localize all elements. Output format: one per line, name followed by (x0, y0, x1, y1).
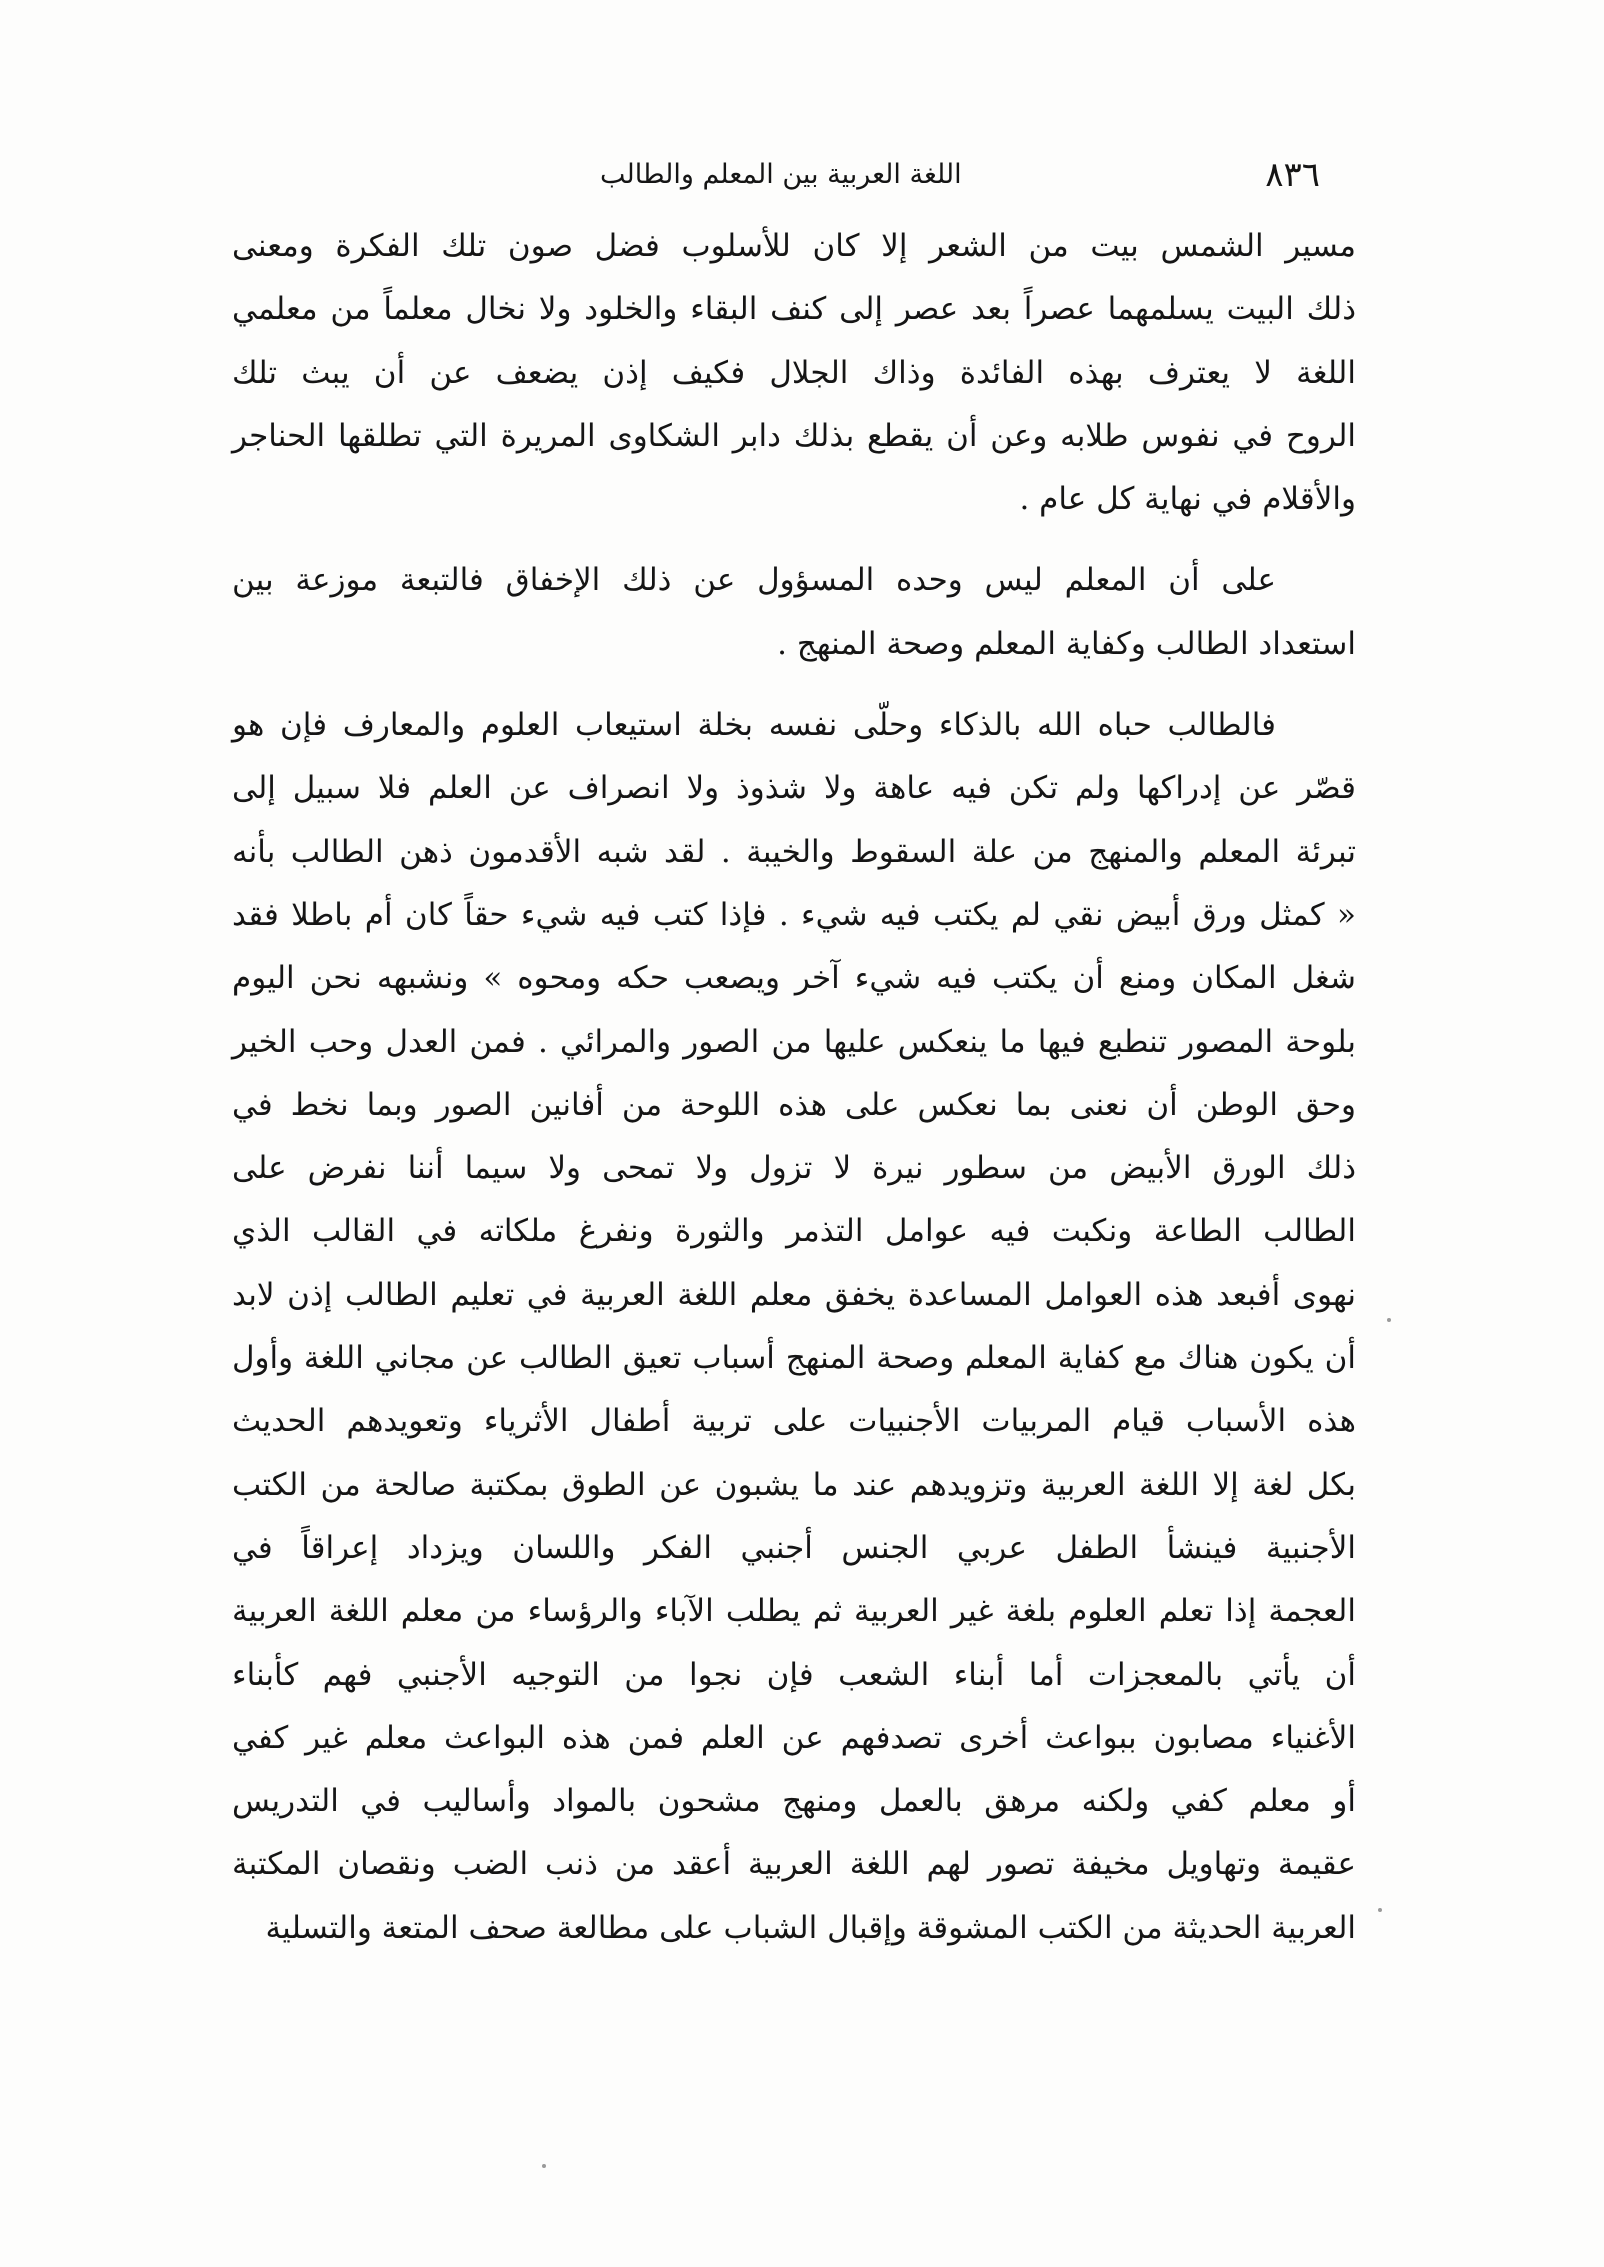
page-number: ٨٣٦ (1265, 155, 1320, 195)
scan-speck (1387, 1318, 1391, 1322)
text-line: فالطالب حباه الله بالذكاء وحلّى نفسه بخلة استيعاب العلوم والمعارف فإن هو (232, 707, 1276, 744)
text-line: والأقلام في نهاية كل عام . (1019, 481, 1356, 518)
paragraph (232, 694, 1356, 1960)
text-line: قصّر عن إدراكها ولم تكن فيه عاهة ولا شذوذ ولا انصراف عن العلم فلا سبيل إلى (232, 770, 1356, 807)
text-line: وحق الوطن أن نعنى بما نعكس على هذه اللوحة من أفانين الصور وبما نخط في (232, 1086, 1356, 1123)
text-line: أن يأتي بالمعجزات أما أبناء الشعب فإن نجوا من التوجيه الأجنبي فهم كأبناء (232, 1656, 1356, 1693)
text-line: على أن المعلم ليس وحده المسؤول عن ذلك الإخفاق فالتبعة موزعة بين (232, 562, 1276, 599)
text-line: شغل المكان ومنع أن يكتب فيه شيء آخر ويصعب حكه ومحوه » ونشبهه نحن اليوم (232, 960, 1356, 997)
text-line: العجمة إذا تعلم العلوم بلغة غير العربية ثم يطلب الآباء والرؤساء من معلم اللغة العربية (232, 1593, 1356, 1630)
text-line: أو معلم كفي ولكنه مرهق بالعمل ومنهج مشحون بالمواد وأساليب في التدريس (232, 1783, 1356, 1820)
text-line: نهوى أفبعد هذه العوامل المساعدة يخفق معلم اللغة العربية في تعليم الطالب إذن لابد (232, 1276, 1356, 1313)
text-line: تبرئة المعلم والمنهج من علة السقوط والخيبة . لقد شبه الأقدمون ذهن الطالب بأنه (232, 833, 1356, 870)
text-line: اللغة لا يعترف بهذه الفائدة وذاك الجلال فكيف إذن يضعف عن أن يبث تلك (232, 354, 1356, 391)
scan-speck (1378, 1908, 1382, 1912)
text-line: الروح في نفوس طلابه وعن أن يقطع بذلك دابر الشكاوى المريرة التي تطلقها الحناجر (232, 417, 1357, 454)
text-line: الأغنياء مصابون ببواعث أخرى تصدفهم عن العلم فمن هذه البواعث معلم غير كفي (232, 1719, 1356, 1756)
body-text (232, 215, 1356, 1960)
text-line: ذلك الورق الأبيض من سطور نيرة لا تزول ولا تمحى ولا سيما أننا نفرض على (232, 1150, 1356, 1187)
text-line: مسير الشمس بيت من الشعر إلا كان للأسلوب فضل صون تلك الفكرة ومعنى (232, 228, 1356, 264)
text-line: « كمثل ورق أبيض نقي لم يكتب فيه شيء . فإذا كتب فيه شيء حقاً كان أم باطلا فقد (232, 896, 1356, 933)
text-line: العربية الحديثة من الكتب المشوقة وإقبال الشباب على مطالعة صحف المتعة والتسلية (265, 1909, 1356, 1946)
paragraph (232, 215, 1356, 531)
text-line: الأجنبية فينشأ الطفل عربي الجنس أجنبي الفكر واللسان ويزداد إعراقاً في (232, 1529, 1356, 1566)
text-line: استعداد الطالب وكفاية المعلم وصحة المنهج . (777, 625, 1356, 662)
text-line: ذلك البيت يسلمهما عصراً بعد عصر إلى كنف البقاء والخلود ولا نخال معلماً من معلمي (232, 291, 1356, 328)
scan-speck (542, 2164, 546, 2168)
running-title: اللغة العربية بين المعلم والطالب (600, 159, 962, 190)
text-line: هذه الأسباب قيام المربيات الأجنبيات على تربية أطفال الأثرياء وتعويدهم الحديث (232, 1403, 1356, 1440)
page-header (600, 150, 1320, 200)
text-line: أن يكون هناك مع كفاية المعلم وصحة المنهج أسباب تعيق الطالب عن مجاني اللغة وأول (232, 1340, 1356, 1377)
text-line: بلوحة المصور تنطبع فيها ما ينعكس عليها من الصور والمرائي . فمن العدل وحب الخير (232, 1023, 1356, 1060)
text-line: عقيمة وتهاويل مخيفة تصور لهم اللغة العربية أعقد من ذنب الضب ونقصان المكتبة (232, 1846, 1356, 1883)
text-line: الطالب الطاعة ونكبت فيه عوامل التذمر والثورة ونفرغ ملكاته في القالب الذي (232, 1213, 1356, 1250)
text-line: بكل لغة إلا اللغة العربية وتزويدهم عند ما يشبون عن الطوق بمكتبة صالحة من الكتب (232, 1466, 1356, 1503)
paragraph (232, 549, 1356, 676)
